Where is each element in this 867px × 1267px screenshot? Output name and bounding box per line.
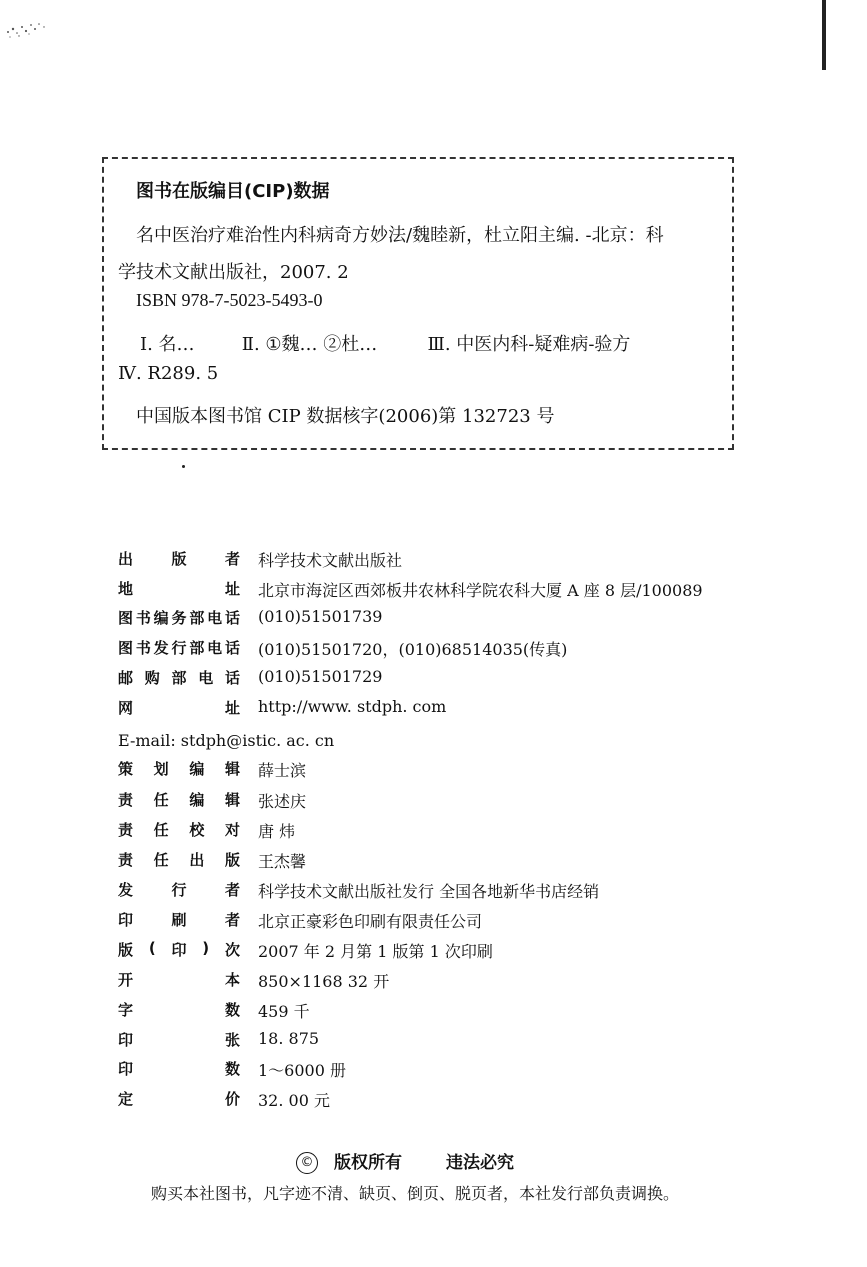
info-label: 策 划 编 辑 — [118, 760, 240, 778]
copyright-icon: © — [296, 1152, 318, 1174]
info-value: 科学技术文献出版社发行 全国各地新华书店经销 — [258, 882, 600, 901]
info-label: 印 刷 者 — [118, 911, 240, 929]
email-line: E-mail: stdph@istic. ac. cn — [118, 731, 335, 750]
info-label: 地 址 — [118, 580, 240, 598]
info-label: 发 行 者 — [118, 881, 240, 899]
page-edge-line — [822, 0, 826, 70]
info-value: 北京市海淀区西郊板井农林科学院农科大厦 A 座 8 层/100089 — [258, 581, 703, 600]
info-label: 版 ( 印 ) 次 — [118, 939, 240, 959]
info-value: 2007 年 2 月第 1 版第 1 次印刷 — [258, 942, 493, 961]
info-label: 责 任 编 辑 — [118, 791, 240, 809]
info-value: 1～6000 册 — [258, 1061, 346, 1080]
cip-number: 中国版本图书馆 CIP 数据核字(2006)第 132723 号 — [136, 406, 555, 427]
exchange-notice: 购买本社图书，凡字迹不清、缺页、倒页、脱页者，本社发行部负责调换。 — [151, 1184, 680, 1203]
info-value: 32. 00 元 — [258, 1091, 330, 1110]
cip-description-line2: 学技术文献出版社，2007. 2 — [118, 262, 349, 283]
cip-classification-line2: Ⅳ. R289. 5 — [118, 363, 219, 384]
cip-title: 图书在版编目(CIP)数据 — [136, 181, 330, 202]
info-label: 字 数 — [118, 1001, 240, 1019]
info-label: 网 址 — [118, 699, 240, 717]
info-label: 印 张 — [118, 1031, 240, 1049]
copyright-statement — [296, 1148, 514, 1174]
info-value: 850×1168 32 开 — [258, 972, 390, 991]
info-label: 邮 购 部 电 话 — [118, 669, 240, 687]
scan-smudge — [4, 18, 50, 40]
info-value: 459 千 — [258, 1002, 310, 1021]
info-label: 责 任 出 版 — [118, 851, 240, 869]
piracy-warning: 违法必究 — [446, 1153, 514, 1173]
info-value: 张述庆 — [258, 792, 307, 811]
cip-description-line1: 名中医治疗难治性内科病奇方妙法/魏睦新，杜立阳主编. -北京：科 — [136, 225, 664, 246]
info-label: 出 版 者 — [118, 550, 240, 568]
info-value: (010)51501720，(010)68514035(传真) — [258, 640, 568, 659]
scan-dot — [182, 465, 185, 468]
info-value: 王杰馨 — [258, 852, 307, 871]
cip-classification-line1 — [140, 330, 630, 356]
cip-isbn: ISBN 978-7-5023-5493-0 — [136, 290, 323, 310]
info-value: 唐 炜 — [258, 822, 296, 841]
info-value: 北京正豪彩色印刷有限责任公司 — [258, 912, 483, 931]
cip-data-box — [102, 157, 734, 450]
info-value: 18. 875 — [258, 1029, 320, 1048]
rights-reserved: 版权所有 — [334, 1153, 402, 1173]
info-label: 图 书 发 行 部 电 话 — [118, 639, 240, 657]
cip-class-item: Ⅰ. 名… — [140, 334, 195, 355]
info-label: 定 价 — [118, 1090, 240, 1108]
cip-class-item: Ⅲ. 中医内科-疑难病-验方 — [427, 334, 631, 355]
info-label: 责 任 校 对 — [118, 821, 240, 839]
info-value: (010)51501729 — [258, 667, 383, 686]
info-value: http://www. stdph. com — [258, 697, 447, 716]
cip-class-item: Ⅱ. ①魏… ②杜… — [241, 334, 378, 355]
info-label: 印 数 — [118, 1060, 240, 1078]
info-value: (010)51501739 — [258, 607, 383, 626]
info-value: 薛士滨 — [258, 761, 307, 780]
info-label: 开 本 — [118, 971, 240, 989]
info-label: 图 书 编 务 部 电 话 — [118, 609, 240, 627]
info-value: 科学技术文献出版社 — [258, 551, 403, 570]
